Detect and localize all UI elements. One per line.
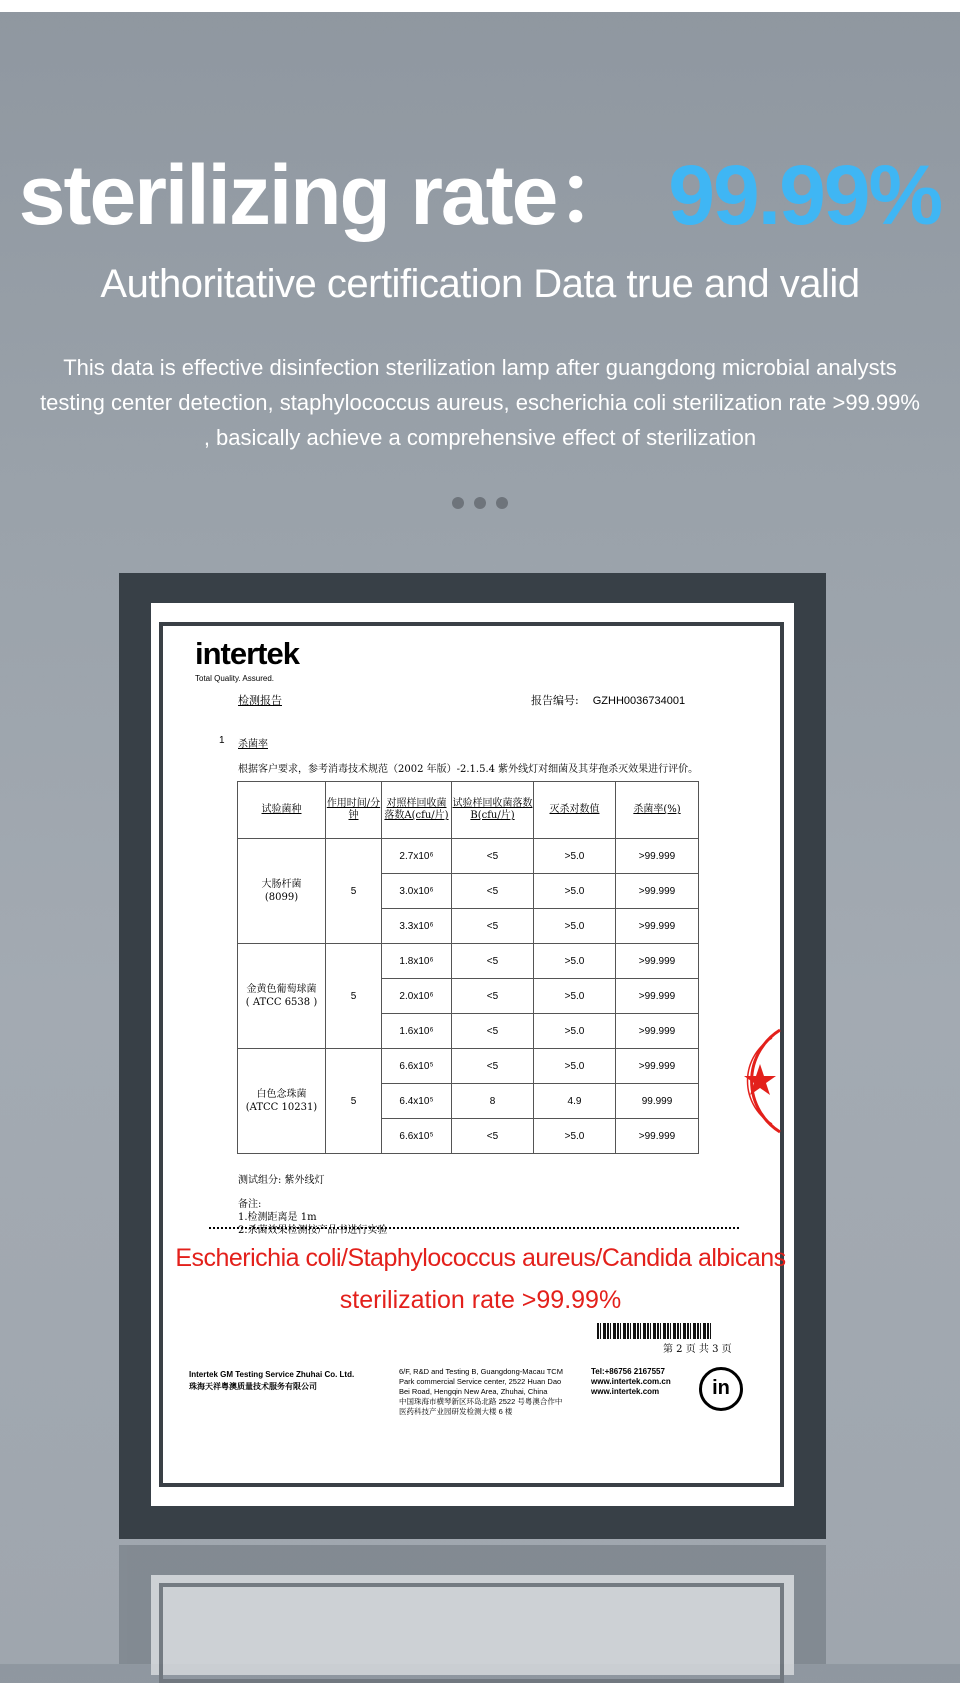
rate-cell: >99.999: [616, 1049, 699, 1084]
bacterium-cell: [238, 1049, 326, 1154]
red-seal-stamp: [740, 1026, 786, 1136]
rate-cell: >99.999: [616, 874, 699, 909]
table-row: [238, 1049, 699, 1084]
control-cell: 1.8x10⁶: [382, 944, 452, 979]
control-cell: 6.4x10⁵: [382, 1084, 452, 1119]
report-title: 检测报告: [238, 694, 282, 707]
footer-contact: [591, 1367, 671, 1397]
section-title: 杀菌率: [238, 739, 268, 750]
footer-company: [189, 1369, 354, 1393]
top-strip: [0, 0, 960, 12]
log-cell: >5.0: [534, 839, 616, 874]
log-cell: >5.0: [534, 1119, 616, 1154]
intertek-circle-logo: in: [699, 1367, 743, 1411]
table-row: [238, 944, 699, 979]
rate-cell: 99.999: [616, 1084, 699, 1119]
bacterium-cell: [238, 839, 326, 944]
header-cell: 杀菌率(%): [616, 782, 699, 839]
header-cell: 灭杀对数值: [534, 782, 616, 839]
section-intro: 根据客户要求，参考消毒技术规范（2002 年版）-2.1.5.4 紫外线灯对细菌及其芽孢杀灭效果进行评价。: [238, 764, 699, 775]
certificate-border: [159, 622, 784, 1487]
footer-tel: Tel:+86756 2167557: [591, 1367, 665, 1376]
footer-web-cn: www.intertek.com.cn: [591, 1377, 671, 1386]
address-line: 医药科技产业园研发检测大楼 6 楼: [399, 1407, 513, 1416]
results-table: [237, 781, 699, 1154]
carousel-dot[interactable]: [474, 497, 486, 509]
report-number-value: GZHH0036734001: [592, 695, 686, 707]
header-cell: 对照样回收菌落数A(cfu/片): [382, 782, 452, 839]
headline: [0, 128, 960, 242]
control-cell: 2.7x10⁶: [382, 839, 452, 874]
control-cell: 6.6x10⁵: [382, 1049, 452, 1084]
log-cell: 4.9: [534, 1084, 616, 1119]
test-cell: <5: [452, 944, 534, 979]
headline-rate: 99.99%: [668, 148, 942, 242]
subheadline: Authoritative certification Data true and valid: [100, 262, 860, 306]
test-cell: <5: [452, 839, 534, 874]
intertek-logo: intertek: [195, 636, 299, 671]
log-cell: >5.0: [534, 1049, 616, 1084]
address-line: 中国珠海市横琴新区环岛北路 2522 号粤澳合作中: [399, 1397, 563, 1406]
header-cell: 作用时间/分钟: [326, 782, 382, 839]
control-cell: 2.0x10⁶: [382, 979, 452, 1014]
table-row: [238, 839, 699, 874]
header-cell: 试验菌种: [238, 782, 326, 839]
time-cell: 5: [326, 839, 382, 944]
log-cell: >5.0: [534, 979, 616, 1014]
control-cell: 1.6x10⁶: [382, 1014, 452, 1049]
address-line: Park commercial Service center, 2522 Huan Dao: [399, 1377, 562, 1386]
note-item: 1.检测距离是 1m: [238, 1212, 317, 1223]
footer-address: [399, 1367, 579, 1417]
bacterium-strain: (ATCC 10231): [245, 1102, 318, 1113]
table-header-row: [238, 782, 699, 839]
rate-cell: >99.999: [616, 1014, 699, 1049]
dotted-divider: [209, 1227, 739, 1229]
time-cell: 5: [326, 944, 382, 1049]
test-cell: <5: [452, 1119, 534, 1154]
certificate-frame: [119, 573, 826, 1539]
bacterium-cell: [238, 944, 326, 1049]
notes: [238, 1198, 388, 1237]
page-number: 第 2 页 共 3 页: [663, 1344, 732, 1355]
bacterium-strain: (8099): [264, 892, 299, 903]
control-cell: 3.0x10⁶: [382, 874, 452, 909]
test-cell: <5: [452, 1014, 534, 1049]
rate-cell: >99.999: [616, 839, 699, 874]
highlight-line-2: sterilization rate >99.99%: [339, 1286, 622, 1314]
certificate-paper: [151, 603, 794, 1506]
logo-tagline: Total Quality. Assured.: [195, 674, 274, 683]
log-cell: >5.0: [534, 1014, 616, 1049]
log-cell: >5.0: [534, 909, 616, 944]
test-group: 测试组分: 紫外线灯: [238, 1175, 325, 1186]
rate-cell: >99.999: [616, 979, 699, 1014]
footer-web: www.intertek.com: [591, 1387, 660, 1396]
section-number: 1: [219, 735, 225, 746]
test-cell: <5: [452, 979, 534, 1014]
footer-company-cn: 珠海天祥粤澳质量技术服务有限公司: [189, 1382, 317, 1391]
control-cell: 3.3x10⁶: [382, 909, 452, 944]
time-cell: 5: [326, 1049, 382, 1154]
bacterium-name: 白色念珠菌: [256, 1089, 307, 1100]
test-cell: <5: [452, 874, 534, 909]
bacterium-name: 金黄色葡萄球菌: [246, 984, 317, 995]
description: This data is effective disinfection sterilization lamp after guangdong microbial analysts testing center detection, staphylococcus aureus, escherichia coli sterilization rate >99.99% , basically achieve a comprehensive effect of sterilization: [40, 355, 920, 450]
address-line: Bei Road, Hengqin New Area, Zhuhai, China: [399, 1387, 548, 1396]
header-cell: 试验样回收菌落数B(cfu/片): [452, 782, 534, 839]
rate-cell: >99.999: [616, 944, 699, 979]
reflection-paper: [151, 1575, 794, 1675]
reflection-border: [159, 1583, 784, 1683]
rate-cell: >99.999: [616, 1119, 699, 1154]
bacterium-strain: ( ATCC 6538 ): [245, 997, 318, 1008]
footer-company-en: Intertek GM Testing Service Zhuhai Co. Ltd.: [189, 1370, 355, 1379]
carousel-dots: [0, 496, 960, 514]
barcode: [597, 1323, 713, 1339]
highlight-line-1: Escherichia coli/Staphylococcus aureus/Candida albicans: [175, 1244, 786, 1272]
test-cell: 8: [452, 1084, 534, 1119]
certificate-reflection: [119, 1545, 826, 1664]
bacterium-name: 大肠杆菌: [261, 879, 302, 890]
report-number-label: 报告编号:: [531, 694, 579, 707]
control-cell: 6.6x10⁵: [382, 1119, 452, 1154]
rate-cell: >99.999: [616, 909, 699, 944]
note-item: 2.杀菌效果检测按产品书进行实验: [238, 1225, 388, 1236]
address-line: 6/F, R&D and Testing B, Guangdong-Macau TCM: [399, 1367, 563, 1376]
carousel-dot[interactable]: [496, 497, 508, 509]
test-cell: <5: [452, 909, 534, 944]
report-number: [531, 692, 685, 708]
test-cell: <5: [452, 1049, 534, 1084]
carousel-dot[interactable]: [452, 497, 464, 509]
log-cell: >5.0: [534, 944, 616, 979]
log-cell: >5.0: [534, 874, 616, 909]
notes-title: 备注:: [238, 1199, 262, 1210]
headline-prefix: sterilizing rate：: [18, 148, 639, 242]
